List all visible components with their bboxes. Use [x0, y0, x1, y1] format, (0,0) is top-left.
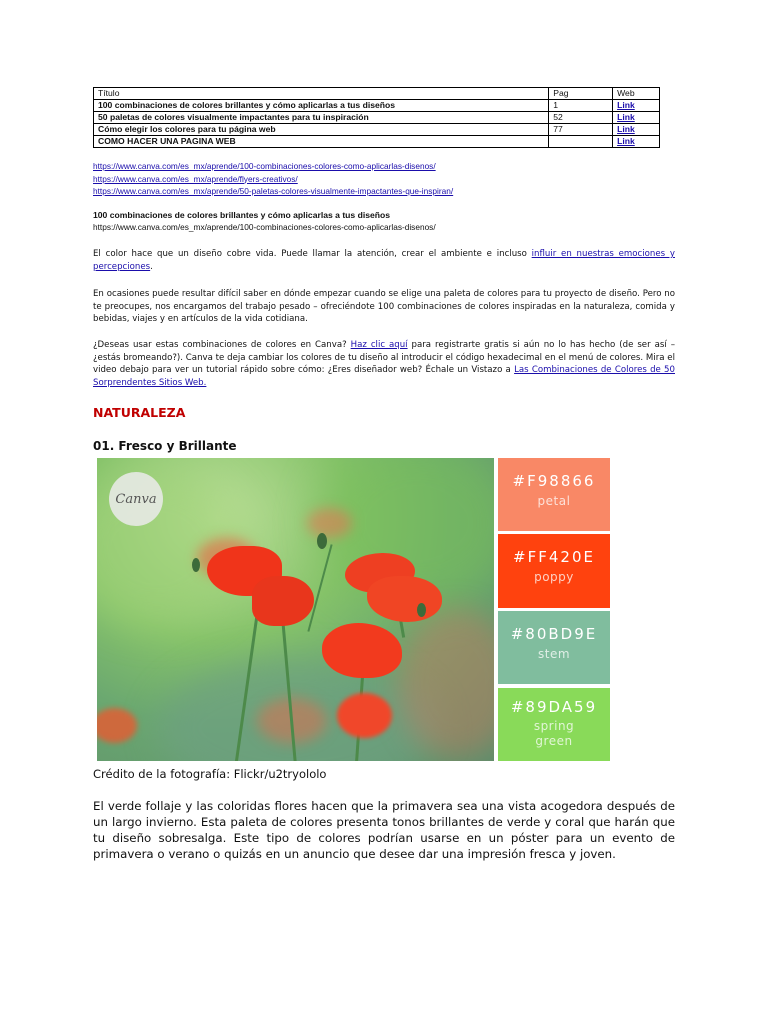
- section-title: 100 combinaciones de colores brillantes y cómo aplicarlas a tus diseños: [93, 210, 391, 220]
- swatch-name: poppy: [534, 570, 574, 584]
- header-web: Web: [613, 88, 660, 100]
- table-row: [94, 100, 660, 112]
- index-table: [93, 87, 660, 148]
- canva-badge: Canva: [109, 472, 163, 526]
- row-title: 100 combinaciones de colores brillantes y cómo aplicarlas a tus diseños: [94, 100, 549, 112]
- swatch-hex: #FF420E: [513, 548, 595, 566]
- index-table-header: [94, 88, 660, 100]
- swatch-hex: #89DA59: [510, 698, 598, 716]
- swatch-poppy: [498, 534, 610, 608]
- row-title: 50 paletas de colores visualmente impactantes para tu inspiración: [94, 112, 549, 124]
- swatch-name: spring green: [533, 719, 575, 748]
- swatch-name: stem: [537, 647, 571, 661]
- intro-end: .: [150, 261, 153, 272]
- row-web-link[interactable]: Link: [617, 124, 635, 134]
- swatch-stem: [498, 611, 610, 684]
- heading-palette: 01. Fresco y Brillante: [93, 439, 237, 453]
- url-link[interactable]: https://www.canva.com/es_mx/aprende/100-combinaciones-colores-como-aplicarlas-disenos/: [93, 161, 436, 171]
- header-title: Título: [94, 88, 549, 100]
- row-page: [549, 136, 613, 148]
- intro-paragraph: [93, 248, 675, 273]
- table-row: [94, 136, 660, 148]
- section-url: https://www.canva.com/es_mx/aprende/100-combinaciones-colores-como-aplicarlas-disenos/: [93, 222, 436, 232]
- canva-text-b: para registrarte gratis si aún no lo has hecho (de ser así – ¿estás bromeando?). Canva te deja cambiar los colores de tu diseño al introducir el código hexadecimal en el menú de colores. Mira el video debajo para ver un tutorial rápido sobre cómo: ¿Eres diseñador web? Échale un Vistazo a: [93, 340, 675, 375]
- row-page: 1: [549, 100, 613, 112]
- row-page: 52: [549, 112, 613, 124]
- table-row: [94, 124, 660, 136]
- emotions-link[interactable]: influir en nuestras emociones y percepciones: [93, 249, 675, 272]
- swatch-name: petal: [537, 494, 571, 508]
- swatch-hex: #80BD9E: [510, 625, 598, 643]
- row-page: 77: [549, 124, 613, 136]
- swatch-hex: #F98866: [512, 472, 596, 490]
- poppies-photo: [97, 458, 494, 761]
- row-web-link[interactable]: Link: [617, 112, 635, 122]
- body-paragraph: En ocasiones puede resultar difícil saber en dónde empezar cuando se elige una paleta de colores para tu proyecto de diseño. Pero no te preocupes, nos encargamos del trabajo pesado – ofreciéndote 100 combinaciones de colores inspiradas en la naturaleza, comida y bebidas, viajes y en artículos de la vida cotidiana.: [93, 289, 675, 324]
- palette-description: El verde follaje y las coloridas flores hacen que la primavera sea una vista acogedora después de un largo invierno. Esta paleta de colores presenta tonos brillantes de verde y coral que harán que tu diseño sobresalga. Este tipo de colores podrían usarse en un póster para un evento de primavera o verano o quizás en un anuncio que desee dar una impresión fresca y joven.: [93, 799, 675, 861]
- row-web-link[interactable]: Link: [617, 136, 635, 146]
- row-web-link[interactable]: Link: [617, 100, 635, 110]
- photo-credit: Crédito de la fotografía: Flickr/u2tryololo: [93, 767, 327, 781]
- url-list: [93, 160, 453, 198]
- url-link[interactable]: https://www.canva.com/es_mx/aprende/50-paletas-colores-visualmente-impactantes-que-inspiran/: [93, 186, 454, 196]
- swatch-petal: [498, 458, 610, 531]
- header-page: Pag: [549, 88, 613, 100]
- intro-text: El color hace que un diseño cobre vida. Puede llamar la atención, crear el ambiente e incluso: [93, 249, 532, 259]
- row-title: Cómo elegir los colores para tu página web: [94, 124, 549, 136]
- swatch-spring-green: [498, 688, 610, 761]
- canva-paragraph: [93, 339, 675, 389]
- canva-text-a: ¿Deseas usar estas combinaciones de colores en Canva?: [93, 340, 351, 350]
- websites-link[interactable]: Las Combinaciones de Colores de 50 Sorprendentes Sitios Web.: [93, 365, 675, 388]
- heading-nature: NATURALEZA: [93, 405, 186, 420]
- click-here-link[interactable]: Haz clic aquí: [350, 340, 408, 350]
- row-title: COMO HACER UNA PAGINA WEB: [94, 136, 549, 148]
- table-row: [94, 112, 660, 124]
- url-link[interactable]: https://www.canva.com/es_mx/aprende/flyers-creativos/: [93, 173, 298, 184]
